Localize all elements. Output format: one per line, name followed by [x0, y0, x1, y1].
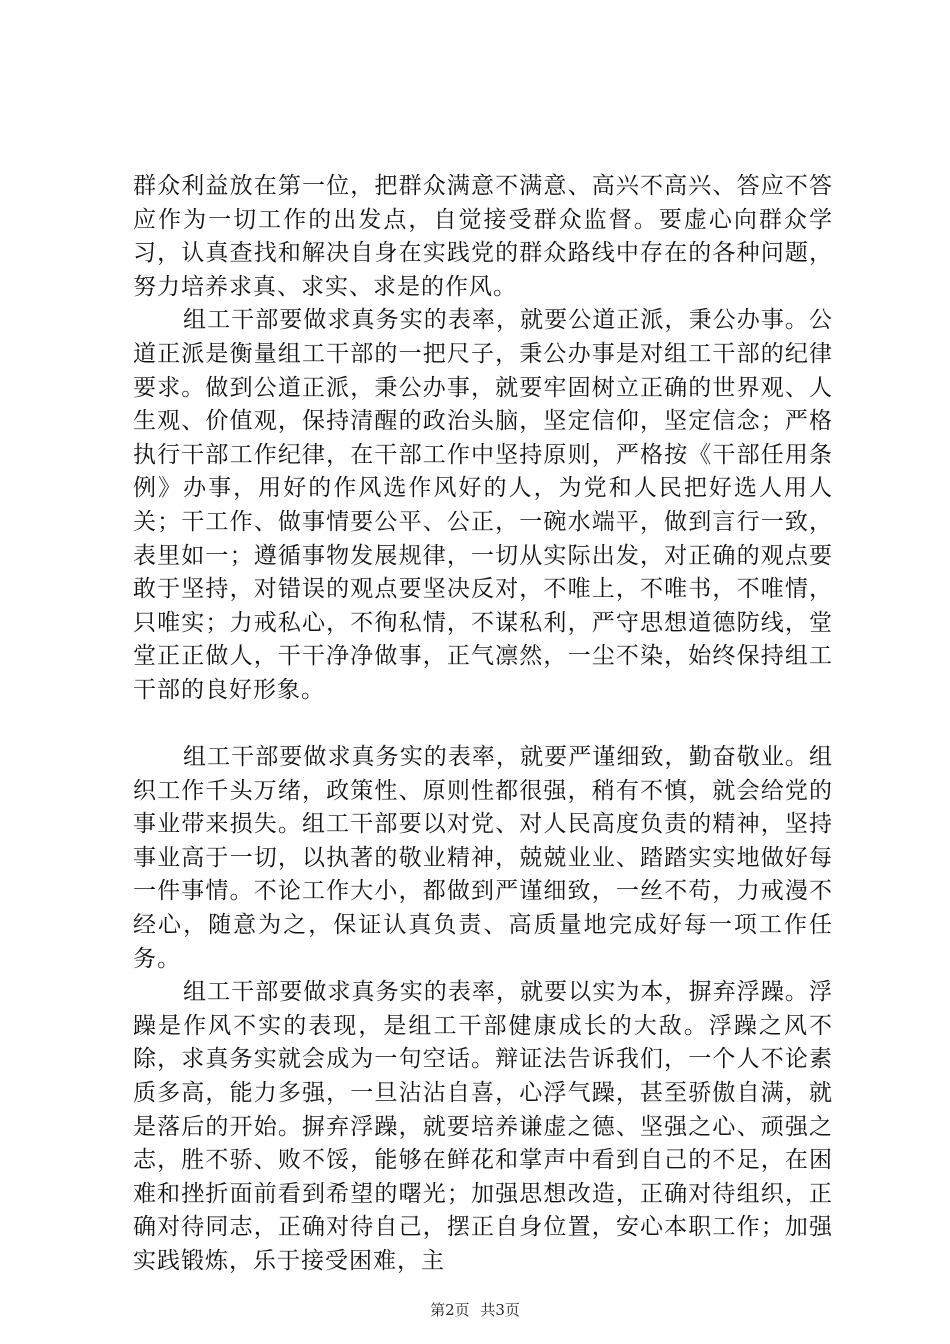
page-footer: [0, 1300, 950, 1320]
paragraph-4: 组工干部要做求真务实的表率，就要以实为本，摒弃浮躁。浮躁是作风不实的表现，是组工干部健康成长的大敌。浮躁之风不除，求真务实就会成为一句空话。辩证法告诉我们，一个人不论素质多高，能力多强，一旦沾沾自喜，心浮气躁，甚至骄傲自满，就是落后的开始。摒弃浮躁，就要培养谦虚之德、坚强之心、顽强之志，胜不骄、败不馁，能够在鲜花和掌声中看到自己的不足，在困难和挫折面前看到希望的曙光；加强思想改造，正确对待组织，正确对待同志，正确对待自己，摆正自身位置，安心本职工作；加强实践锻炼，乐于接受困难，主: [133, 979, 833, 1274]
page-total: 共3页: [480, 1301, 520, 1319]
page-number: 第2页: [430, 1301, 470, 1319]
paragraph-1: 群众利益放在第一位，把群众满意不满意、高兴不高兴、答应不答应作为一切工作的出发点，自觉接受群众监督。要虚心向群众学习，认真查找和解决自身在实践党的群众路线中存在的各种问题，努力培养求真、求实、求是的作风。: [133, 173, 833, 300]
paragraph-3: 组工干部要做求真务实的表率，就要严谨细致，勤奋敬业。组织工作千头万绪，政策性、原则性都很强，稍有不慎，就会给党的事业带来损失。组工干部要以对党、对人民高度负责的精神，坚持事业高于一切，以执著的敬业精神，兢兢业业、踏踏实实地做好每一件事情。不论工作大小，都做到严谨细致，一丝不苟，力戒漫不经心，随意为之，保证认真负责、高质量地完成好每一项工作任务。: [133, 744, 833, 972]
document-body: [133, 170, 833, 1279]
paragraph-2: 组工干部要做求真务实的表率，就要公道正派，秉公办事。公道正派是衡量组工干部的一把尺子，秉公办事是对组工干部的纪律要求。做到公道正派，秉公办事，就要牢固树立正确的世界观、人生观、价值观，保持清醒的政治头脑，坚定信仰，坚定信念；严格执行干部工作纪律，在干部工作中坚持原则，严格按《干部任用条例》办事，用好的作风选作风好的人，为党和人民把好选人用人关；干工作、做事情要公平、公正，一碗水端平，做到言行一致，表里如一；遵循事物发展规律，一切从实际出发，对正确的观点要敢于坚持，对错误的观点要坚决反对，不唯上，不唯书，不唯情，只唯实；力戒私心，不徇私情，不谋私利，严守思想道德防线，堂堂正正做人，干干净净做事，正气凛然，一尘不染，始终保持组工干部的良好形象。: [133, 307, 833, 703]
paragraph-gap: [133, 708, 833, 742]
